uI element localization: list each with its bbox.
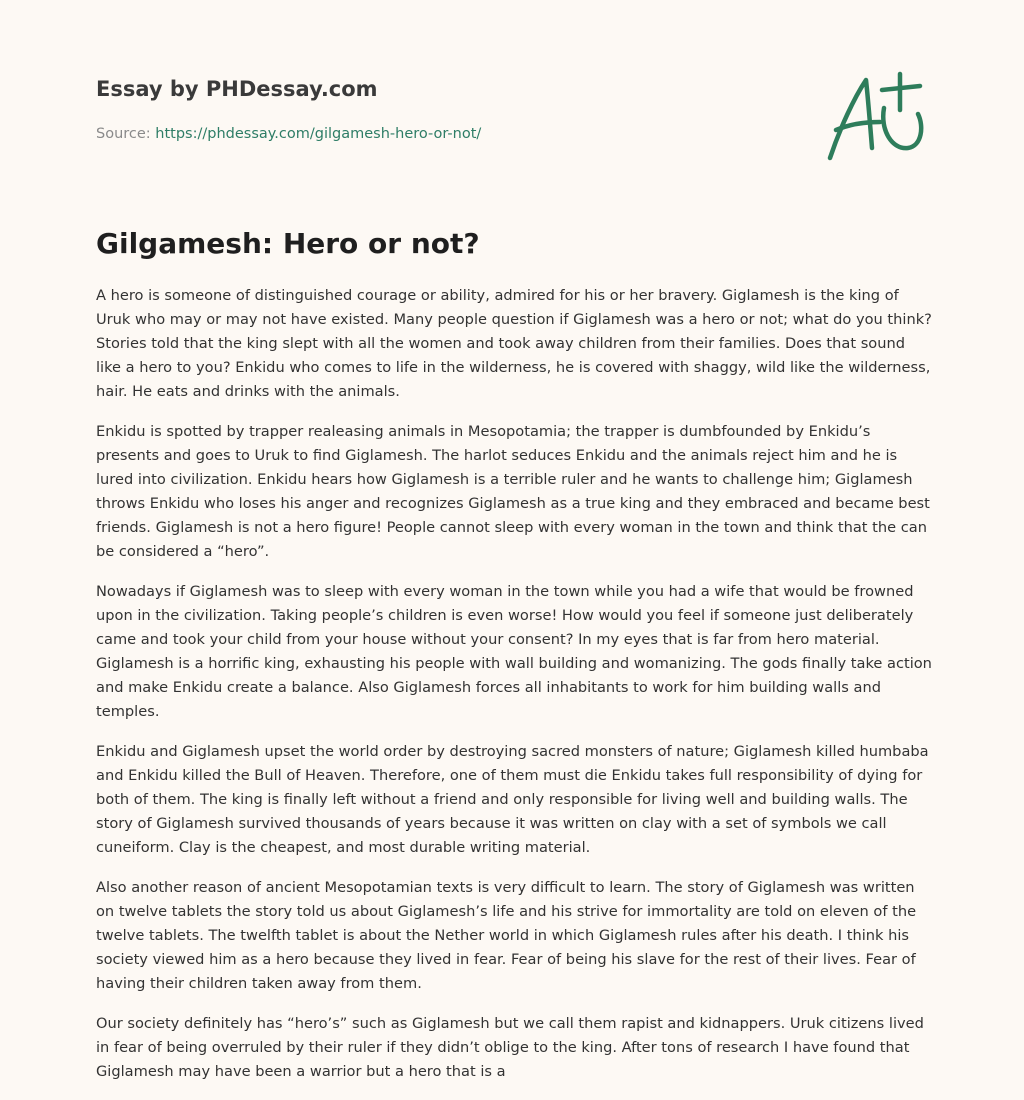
essay-paragraph: Also another reason of ancient Mesopotamian texts is very difficult to learn. The story of Giglamesh was written on twelve tablets the story told us about Giglamesh’s life and his strive for immortality are told on eleven of the twelve tablets. The twelfth tablet is about the Nether world in which Giglamesh rules after his death. I think his society viewed him as a hero because they lived in fear. Fear of being his slave for the rest of their lives. Fear of having their children taken away from them. [96, 879, 917, 992]
essay-paragraph: A hero is someone of distinguished courage or ability, admired for his or her bravery. Giglamesh is the king of Uruk who may or may not have existed. Many people question if Giglamesh was a hero or not; what do you think? Stories told that the king slept with all the women and took away children from their families. Does that sound like a hero to you? Enkidu who comes to life in the wilderness, he is covered with shaggy, wild like the wilderness, hair. He eats and drinks with the animals. [96, 287, 932, 400]
essay-body [96, 284, 934, 1100]
site-brand: Essay by PHDessay.com [96, 77, 378, 101]
essay-paragraph: Nowadays if Giglamesh was to sleep with every woman in the town while you had a wife that would be frowned upon in the civilization. Taking people’s children is even worse! How would you feel if someone just deliberately came and took your child from your house without your consent? In my eyes that is far from hero material. Giglamesh is a horrific king, exhausting his people with wall building and womanizing. The gods finally take action and make Enkidu create a balance. Also Giglamesh forces all inhabitants to work for him building walls and temples. [96, 583, 932, 720]
essay-paragraph: Enkidu and Giglamesh upset the world order by destroying sacred monsters of nature; Giglamesh killed humbaba and Enkidu killed the Bull of Heaven. Therefore, one of them must die Enkidu takes full responsibility of dying for both of them. The king is finally left without a friend and only responsible for living well and building walls. The story of Giglamesh survived thousands of years because it was written on clay with a set of symbols we call cuneiform. Clay is the cheapest, and most durable writing material. [96, 743, 929, 856]
essay-paragraph: Our society definitely has “hero’s” such as Giglamesh but we call them rapist and kidnappers. Uruk citizens lived in fear of being overruled by their ruler if they didn’t oblige to the king. After tons of research I have found that Giglamesh may have been a warrior but a hero that is a [96, 1015, 924, 1080]
a-plus-grade-icon [820, 68, 930, 164]
essay-paragraph: Enkidu is spotted by trapper realeasing animals in Mesopotamia; the trapper is dumbfounded by Enkidu’s presents and goes to Uruk to find Giglamesh. The harlot seduces Enkidu and the animals reject him and he is lured into civilization. Enkidu hears how Giglamesh is a terrible ruler and he wants to challenge him; Giglamesh throws Enkidu who loses his anger and recognizes Giglamesh as a true king and they embraced and became best friends. Giglamesh is not a hero figure! People cannot sleep with every woman in the town and think that the can be considered a “hero”. [96, 423, 930, 560]
source-line [96, 124, 796, 144]
page-header [96, 72, 796, 144]
source-link[interactable]: https://phdessay.com/gilgamesh-hero-or-not/ [155, 126, 482, 142]
a-plus-logo-graphic [820, 68, 930, 164]
source-label: Source: [96, 126, 151, 142]
essay-title: Gilgamesh: Hero or not? [96, 227, 480, 260]
